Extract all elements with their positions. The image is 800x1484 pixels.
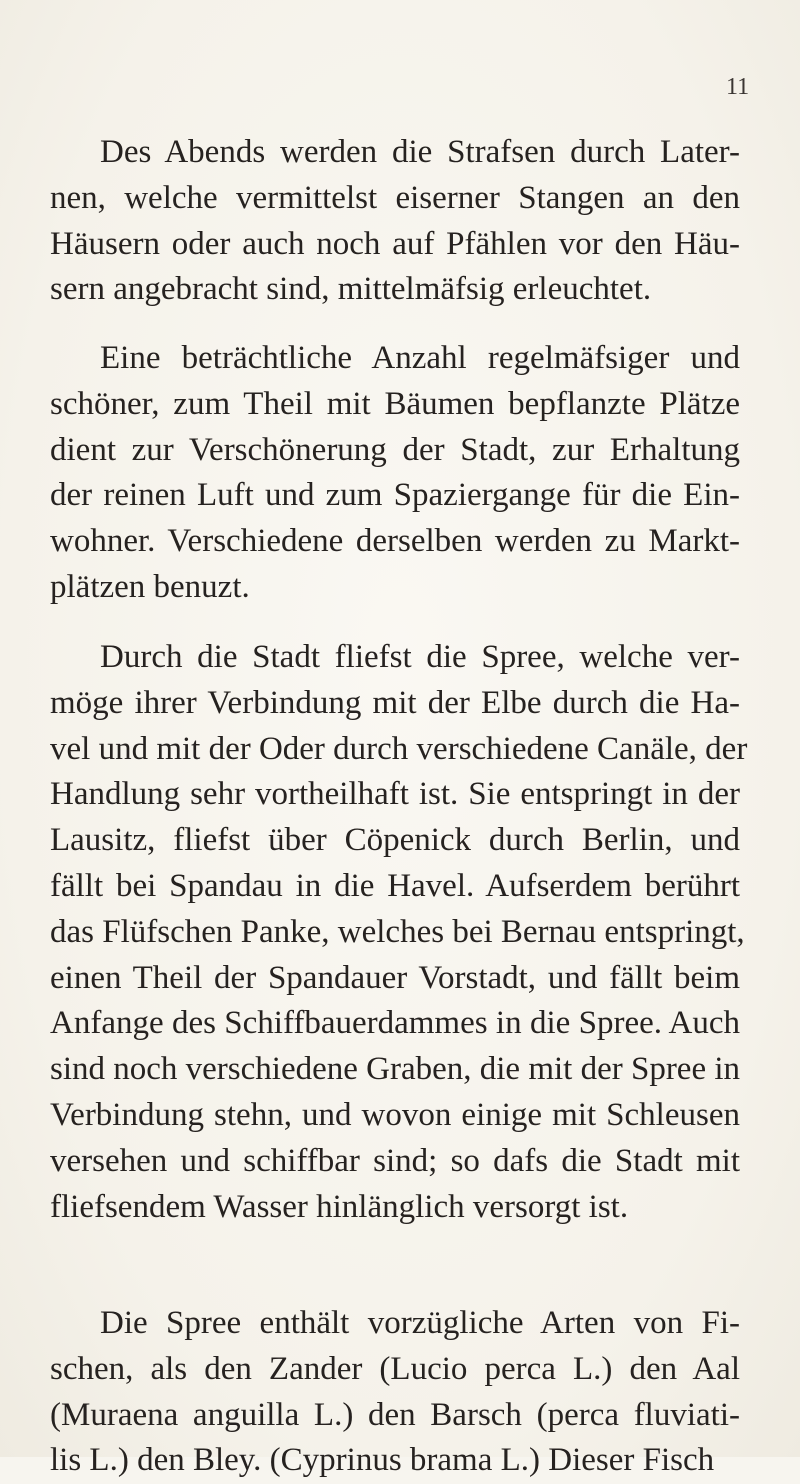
text-line: der reinen Luft und zum Spaziergange für die Ein- (50, 477, 740, 514)
text-line: plätzen benuzt. (50, 568, 250, 605)
text-line: fliefsendem Wasser hinlänglich versorgt ist. (50, 1188, 629, 1225)
page-number: 11 (726, 74, 750, 100)
text-line: das Flüfschen Panke, welches bei Bernau entspringt, (50, 913, 745, 950)
text-line: (Muraena anguilla L.) den Barsch (perca fluviati- (50, 1396, 740, 1433)
text-line: Verbindung stehn, und wovon einige mit Schleusen (50, 1096, 740, 1133)
text-line: nen, welche vermittelst eiserner Stangen an den (50, 179, 740, 216)
text-line: dient zur Verschönerung der Stadt, zur Erhaltung (50, 431, 740, 468)
paragraph-2 (50, 336, 740, 611)
text-line: Anfange des Schiffbauerdammes in die Spree. Auch (50, 1005, 740, 1042)
text-line: lis L.) den Bley. (Cyprinus brama L.) Dieser Fisch (50, 1442, 715, 1479)
text-line: möge ihrer Verbindung mit der Elbe durch die Ha- (50, 684, 740, 721)
text-line: sind noch verschiedene Graben, die mit der Spree in (50, 1051, 741, 1088)
text-line: versehen und schiffbar sind; so dafs die Stadt mit (50, 1142, 740, 1179)
paragraph-3 (50, 635, 748, 1230)
text-line: Des Abends werden die Strafsen durch Later- (100, 134, 740, 170)
text-line: vel und mit der Oder durch verschiedene Canäle, der (50, 730, 748, 767)
text-line: Durch die Stadt fliefst die Spree, welche ver- (100, 639, 740, 675)
text-line: schen, als den Zander (Lucio perca L.) den Aal (50, 1350, 740, 1387)
paragraph-1 (50, 130, 740, 313)
text-line: fällt bei Spandau in die Havel. Aufserdem berührt (50, 867, 740, 904)
text-line: Lausitz, fliefst über Cöpenick durch Berlin, und (50, 822, 740, 859)
text-line: Handlung sehr vortheilhaft ist. Sie entspringt in der (50, 776, 740, 813)
text-line: sern angebracht sind, mittelmäfsig erleuchtet. (50, 271, 652, 308)
text-line: wohner. Verschiedene derselben werden zu Markt- (50, 523, 740, 560)
text-line: Häusern oder auch noch auf Pfählen vor den Häu- (50, 225, 740, 262)
text-line: schöner, zum Theil mit Bäumen bepflanzte Plätze (50, 385, 740, 422)
text-line: Eine beträchtliche Anzahl regelmäfsiger und (100, 340, 740, 376)
text-line: einen Theil der Spandauer Vorstadt, und fällt beim (50, 959, 740, 996)
text-line: Die Spree enthält vorzügliche Arten von Fi- (100, 1305, 740, 1341)
